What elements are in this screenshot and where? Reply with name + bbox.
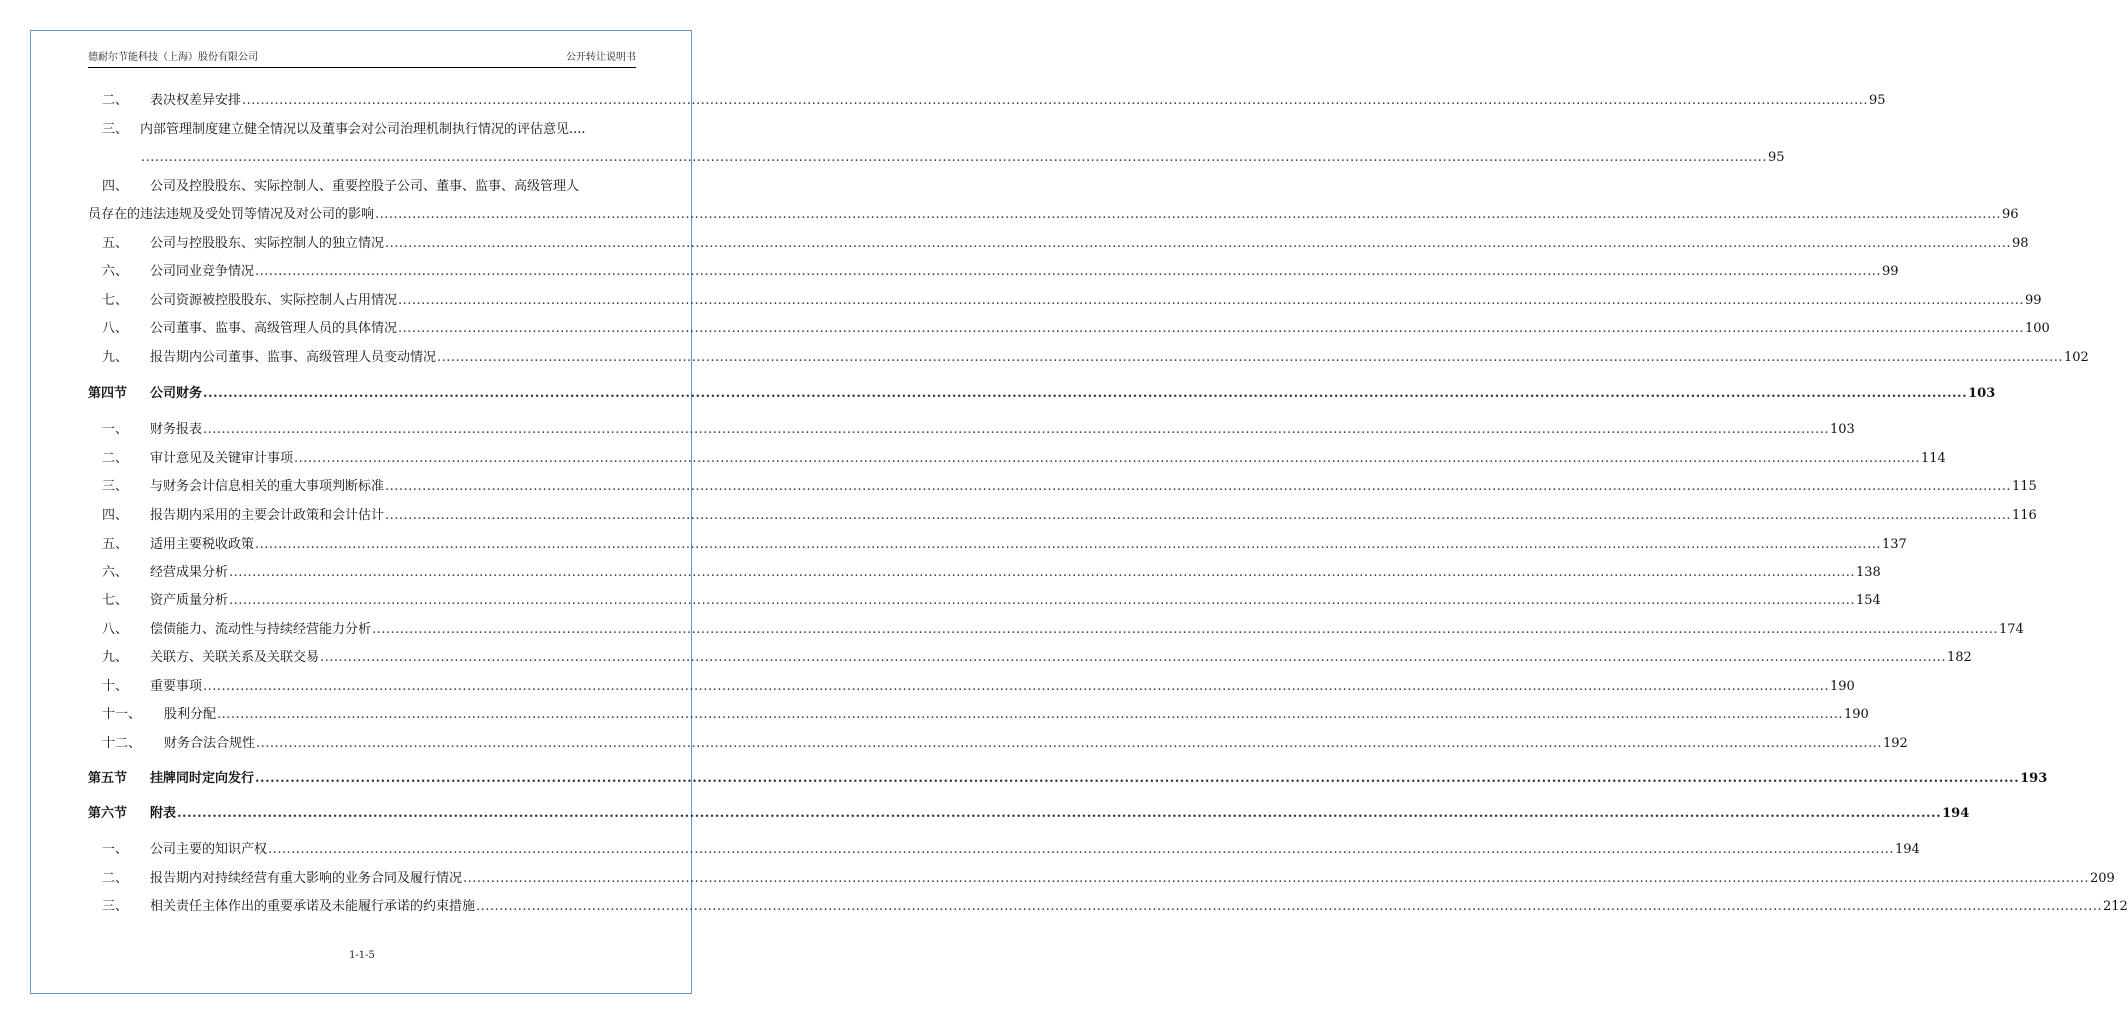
toc-leader	[177, 803, 1941, 825]
toc-section-4[interactable]	[88, 383, 1996, 405]
toc-entry-page: 99	[2024, 293, 2042, 308]
toc-entry-number: 六、	[102, 264, 129, 279]
toc-entry-page: 95	[1868, 93, 1886, 108]
toc-entry[interactable]	[88, 505, 2037, 527]
toc-section-6[interactable]	[88, 803, 1970, 825]
toc-entry[interactable]	[88, 896, 2128, 918]
toc-entry-number: 三、	[102, 479, 129, 494]
toc-entry-continuation[interactable]	[88, 147, 1785, 169]
toc-entry-number: 十一、	[102, 707, 142, 722]
toc-entry-page: 190	[1829, 679, 1855, 694]
toc-section-number: 第六节	[88, 806, 128, 821]
header-company: 德耐尔节能科技（上海）股份有限公司	[88, 52, 258, 63]
toc-entry-number: 五、	[102, 236, 129, 251]
toc-entry[interactable]	[88, 90, 1886, 112]
toc-entry-title: 公司与控股股东、实际控制人的独立情况	[150, 236, 385, 251]
toc-entry-title: 公司同业竞争情况	[150, 264, 255, 279]
toc-leader	[203, 419, 1829, 441]
toc-leader	[463, 868, 2089, 890]
toc-entry-number: 四、	[102, 179, 129, 194]
toc-entry-title: 报告期内公司董事、监事、高级管理人员变动情况	[150, 350, 437, 365]
toc-leader	[294, 448, 1920, 470]
toc-entry-title: 审计意见及关键审计事项	[150, 451, 294, 466]
toc-entry-page: 98	[2011, 236, 2029, 251]
header-doc-title: 公开转让说明书	[566, 52, 636, 63]
toc-entry-title: 财务报表	[150, 422, 203, 437]
toc-entry-number: 二、	[102, 871, 129, 886]
toc-entry-title: 关联方、关联关系及关联交易	[150, 650, 320, 665]
toc-entry[interactable]	[88, 347, 2089, 369]
toc-entry-number: 十二、	[102, 736, 142, 751]
toc-entry-number: 八、	[102, 622, 129, 637]
toc-entry-number: 八、	[102, 321, 129, 336]
toc-entry-number: 七、	[102, 593, 129, 608]
toc-entry-number: 九、	[102, 650, 129, 665]
toc-entry-number: 五、	[102, 537, 129, 552]
toc-leader	[256, 733, 1882, 755]
toc-leader	[437, 347, 2063, 369]
toc-entry-number: 二、	[102, 451, 129, 466]
toc-entry-title: 重要事项	[150, 679, 203, 694]
toc-leader	[229, 562, 1855, 584]
toc-entry-title: 公司董事、监事、高级管理人员的具体情况	[150, 321, 398, 336]
toc-entry-number: 三、	[102, 899, 129, 914]
page-number-footer: 1-1-5	[349, 950, 375, 961]
toc-section-title: 挂牌同时定向发行	[150, 771, 255, 786]
toc-entry[interactable]	[88, 676, 1855, 698]
toc-entry-title: 偿债能力、流动性与持续经营能力分析	[150, 622, 372, 637]
toc-entry-page: 209	[2089, 871, 2115, 886]
toc-leader	[320, 647, 1946, 669]
toc-entry-page: 99	[1881, 264, 1899, 279]
toc-leader	[476, 896, 2102, 918]
toc-entry[interactable]	[88, 647, 1972, 669]
toc-leader	[398, 318, 2024, 340]
toc-entry-page: 100	[2024, 321, 2050, 336]
toc-entry-page: 212	[2102, 899, 2128, 914]
toc-entry-page: 95	[1767, 150, 1785, 165]
toc-leader	[141, 147, 1767, 169]
toc-section-5[interactable]	[88, 768, 2048, 790]
toc-entry-page: 114	[1920, 451, 1946, 466]
toc-entry-continuation[interactable]	[88, 204, 2019, 226]
toc-leader	[255, 261, 1881, 283]
toc-entry-page: 96	[2001, 207, 2019, 222]
toc-entry-number: 七、	[102, 293, 129, 308]
toc-section-title: 附表	[150, 806, 177, 821]
toc-entry[interactable]	[88, 839, 1920, 861]
toc-entry[interactable]	[88, 419, 1855, 441]
toc-leader	[242, 90, 1868, 112]
toc-entry-title: 报告期内采用的主要会计政策和会计估计	[150, 508, 385, 523]
toc-entry-page: 115	[2011, 479, 2037, 494]
toc-entry-title: 公司资源被控股股东、实际控制人占用情况	[150, 293, 398, 308]
header-divider	[88, 67, 636, 68]
toc-entry-title: 报告期内对持续经营有重大影响的业务合同及履行情况	[150, 871, 463, 886]
toc-entry-title: 相关责任主体作出的重要承诺及未能履行承诺的约束措施	[150, 899, 476, 914]
toc-section-title: 公司财务	[150, 386, 203, 401]
toc-entry-page: 102	[2063, 350, 2089, 365]
toc-entry-title: 与财务会计信息相关的重大事项判断标准	[150, 479, 385, 494]
toc-entry-number: 十、	[102, 679, 129, 694]
toc-entry-title: 公司主要的知识产权	[150, 842, 268, 857]
toc-leader	[255, 768, 2019, 790]
toc-entry-title: 股利分配	[164, 707, 217, 722]
toc-entry-title: 适用主要税收政策	[150, 537, 255, 552]
toc-entry-page: 138	[1855, 565, 1881, 580]
toc-entry[interactable]	[88, 590, 1881, 612]
toc-leader	[255, 534, 1881, 556]
toc-entry[interactable]	[88, 119, 636, 141]
toc-entry-title: 经营成果分析	[150, 565, 229, 580]
toc-entry[interactable]	[88, 476, 2037, 498]
toc-section-number: 第五节	[88, 771, 128, 786]
toc-entry-title: 表决权差异安排	[150, 93, 242, 108]
toc-entry-title: 员存在的违法违规及受处罚等情况及对公司的影响	[88, 207, 375, 222]
toc-entry[interactable]	[88, 704, 1869, 726]
toc-entry-page: 154	[1855, 593, 1881, 608]
toc-leader	[203, 383, 1967, 405]
toc-section-page: 193	[2020, 771, 2048, 786]
toc-entry-title: 内部管理制度建立健全情况以及董事会对公司治理机制执行情况的评估意见....	[140, 122, 586, 137]
toc-entry[interactable]	[88, 318, 2050, 340]
toc-entry[interactable]	[88, 448, 1946, 470]
toc-leader	[217, 704, 1843, 726]
toc-entry[interactable]	[88, 233, 2029, 255]
toc-section-page: 194	[1942, 806, 1970, 821]
toc-entry-page: 194	[1894, 842, 1920, 857]
toc-leader	[385, 505, 2011, 527]
toc-entry-title: 财务合法合规性	[164, 736, 256, 751]
toc-entry-title: 资产质量分析	[150, 593, 229, 608]
toc-entry[interactable]	[88, 261, 1899, 283]
toc-entry-number: 九、	[102, 350, 129, 365]
toc-leader	[372, 619, 1998, 641]
toc-leader	[203, 676, 1829, 698]
toc-entry-number: 六、	[102, 565, 129, 580]
toc-leader	[268, 839, 1894, 861]
toc-entry-page: 103	[1829, 422, 1855, 437]
toc-entry[interactable]	[88, 176, 636, 198]
toc-entry[interactable]	[88, 562, 1881, 584]
toc-entry-page: 137	[1881, 537, 1907, 552]
toc-entry-number: 三、	[102, 122, 129, 137]
toc-entry-page: 190	[1843, 707, 1869, 722]
toc-entry-page: 174	[1998, 622, 2024, 637]
toc-entry-number: 一、	[102, 422, 129, 437]
toc-entry-number: 一、	[102, 842, 129, 857]
toc-entry[interactable]	[88, 868, 2115, 890]
toc-entry-number: 二、	[102, 93, 129, 108]
toc-entry[interactable]	[88, 733, 1908, 755]
toc-leader	[229, 590, 1855, 612]
toc-entry-number: 四、	[102, 508, 129, 523]
toc-entry[interactable]	[88, 619, 2024, 641]
toc-entry-page: 192	[1882, 736, 1908, 751]
toc-leader	[385, 233, 2011, 255]
toc-leader	[385, 476, 2011, 498]
toc-section-number: 第四节	[88, 386, 128, 401]
toc-entry-page: 182	[1946, 650, 1972, 665]
toc-leader	[375, 204, 2001, 226]
toc-entry[interactable]	[88, 290, 2042, 312]
toc-entry[interactable]	[88, 534, 1907, 556]
page-header	[88, 48, 636, 68]
toc-entry-title: 公司及控股股东、实际控制人、重要控股子公司、董事、监事、高级管理人	[150, 179, 580, 194]
toc-leader	[398, 290, 2024, 312]
toc-section-page: 103	[1968, 386, 1996, 401]
toc-entry-page: 116	[2011, 508, 2037, 523]
